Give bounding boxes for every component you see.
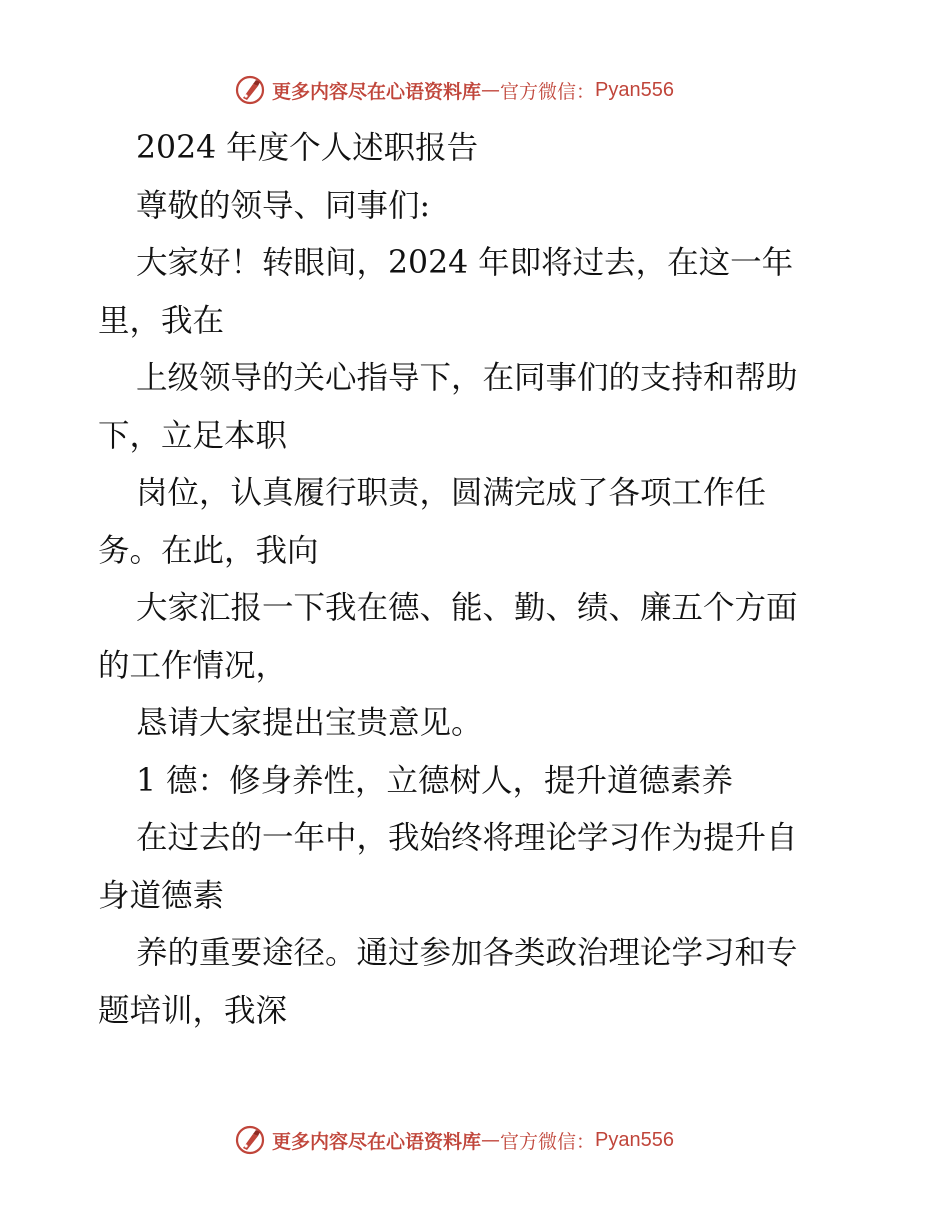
text-line: 题培训，我深 [98, 992, 288, 1029]
text-line: 尊敬的领导、同事们: [136, 187, 431, 224]
text-line: 的工作情况， [98, 647, 288, 684]
pen-nib-logo-icon [234, 74, 266, 106]
text-line: 务。在此，我向 [98, 532, 319, 569]
text-line: 大家汇报一下我在德、能、勤、绩、廉五个方面 [136, 590, 798, 626]
text-line: 2024 年度个人述职报告 [136, 130, 479, 166]
text-line: 下，立足本职 [98, 417, 288, 454]
pen-nib-logo-icon [234, 1124, 266, 1156]
text-line: 恳请大家提出宝贵意见。 [136, 705, 483, 741]
document-body [98, 120, 858, 1040]
text-line: 大家好！转眼间，2024 年即将过去，在这一年 [136, 245, 794, 281]
watermark-brand: 更多内容尽在心语资料库 [272, 1130, 482, 1153]
text-line: 岗位，认真履行职责，圆满完成了各项工作任 [136, 475, 767, 511]
watermark-dash: — [481, 79, 501, 101]
watermark-label: 官方微信： [500, 1130, 596, 1153]
text-line: 养的重要途径。通过参加各类政治理论学习和专 [136, 935, 798, 971]
watermark-brand: 更多内容尽在心语资料库 [272, 80, 482, 103]
watermark-wechat-id: Pyan556 [595, 1128, 674, 1151]
watermark-dash: — [481, 1129, 501, 1151]
text-line: 里，我在 [98, 302, 225, 339]
watermark-label: 官方微信： [500, 80, 596, 103]
text-line: 上级领导的关心指导下，在同事们的支持和帮助 [136, 360, 798, 396]
footer-watermark [234, 1123, 674, 1157]
text-line: 身道德素 [98, 877, 225, 914]
header-watermark [234, 73, 674, 107]
watermark-wechat-id: Pyan556 [595, 78, 674, 101]
text-line: 1 德：修身养性，立德树人，提升道德素养 [136, 762, 734, 799]
text-line: 在过去的一年中，我始终将理论学习作为提升自 [136, 820, 798, 856]
